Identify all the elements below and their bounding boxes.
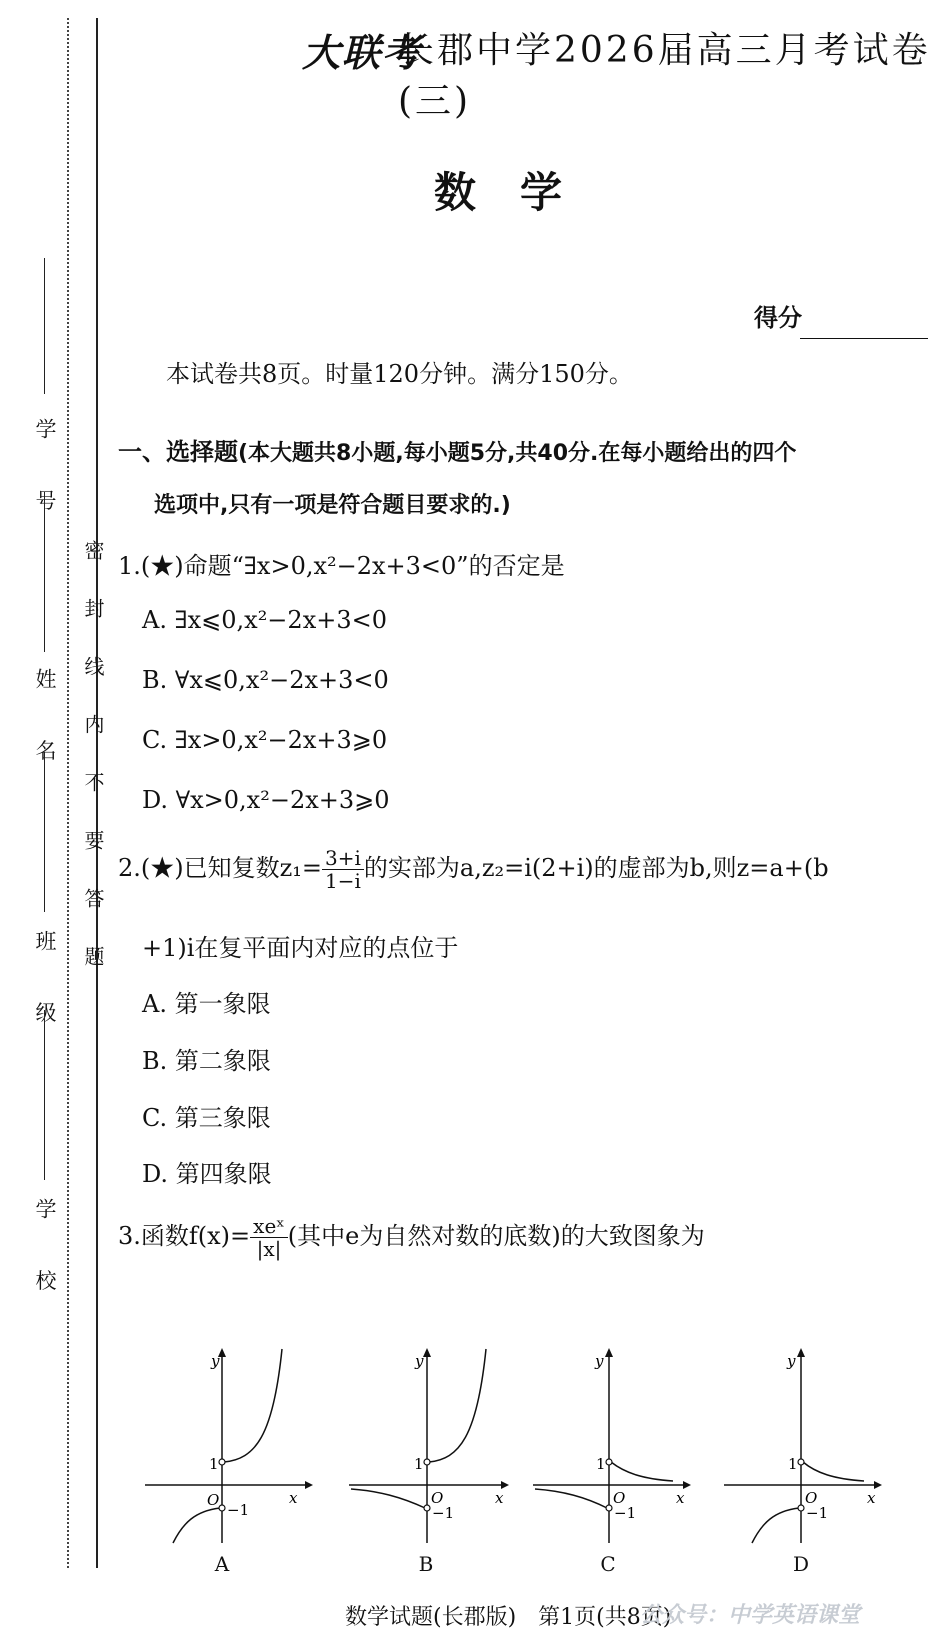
- school-label: 学 校: [33, 1198, 57, 1313]
- question-2-stem: [118, 844, 829, 892]
- name-label: 姓 名: [33, 668, 57, 783]
- open-point-top: [219, 1459, 225, 1465]
- graph-b-label: B: [418, 1552, 434, 1576]
- y-axis-arrow: [797, 1348, 805, 1357]
- curve-left: [535, 1489, 607, 1508]
- q2-text-pre: 已知复数z₁=: [183, 854, 323, 882]
- q2-fraction: [322, 847, 364, 892]
- curve-left: [173, 1508, 220, 1543]
- graph-a[interactable]: [145, 1345, 315, 1545]
- q2-option-d[interactable]: D. 第四象限: [142, 1160, 272, 1188]
- graph-d-label: D: [792, 1552, 810, 1576]
- q1-option-c[interactable]: C. ∃x>0,x²−2x+3⩾0: [142, 726, 388, 754]
- curve-right: [224, 1349, 282, 1462]
- page-footer: 数学试题(长郡版) 第1页(共8页): [345, 1605, 672, 1630]
- tick-1: 1: [414, 1455, 424, 1473]
- graph-b[interactable]: [349, 1345, 519, 1545]
- graph-a-label: A: [214, 1552, 230, 1576]
- y-label: y: [211, 1352, 220, 1370]
- q3-text-post: (其中e为自然对数的底数)的大致图象为: [287, 1222, 705, 1250]
- q3-frac-numerator: xeˣ: [250, 1215, 288, 1238]
- watermark: 公众号：中学英语课堂: [640, 1603, 861, 1628]
- q2-option-a[interactable]: A. 第一象限: [142, 990, 271, 1018]
- origin-label: O: [613, 1489, 626, 1507]
- q2-text-line2: +1)i在复平面内对应的点位于: [142, 934, 459, 962]
- tick-neg-1: −1: [614, 1504, 637, 1522]
- y-label: y: [415, 1352, 424, 1370]
- class-label: 班 级: [33, 930, 57, 1045]
- y-axis-arrow: [423, 1348, 431, 1357]
- origin-label: O: [431, 1489, 444, 1507]
- school-line: [44, 1010, 45, 1180]
- q3-text-pre: 函数f(x)=: [140, 1222, 251, 1250]
- q2-frac-numerator: 3+i: [322, 847, 364, 870]
- q1-option-d[interactable]: D. ∀x>0,x²−2x+3⩾0: [142, 786, 390, 814]
- origin-label: O: [207, 1491, 220, 1509]
- q3-frac-denominator: |x|: [256, 1237, 282, 1261]
- brand-logo: 大联考: [302, 31, 423, 75]
- curve-right: [429, 1349, 486, 1462]
- open-point-bottom: [798, 1505, 804, 1511]
- curve-left: [752, 1508, 799, 1543]
- q1-number: 1.: [118, 552, 141, 580]
- y-label: y: [787, 1352, 796, 1370]
- name-line: [44, 492, 45, 652]
- section-desc-line1: (本大题共8小题,每小题5分,共40分.在每小题给出的四个: [238, 441, 797, 466]
- question-1-stem: [118, 546, 565, 581]
- subject-title: 数学: [433, 168, 606, 217]
- open-point-top: [798, 1459, 804, 1465]
- tick-1: 1: [596, 1455, 606, 1473]
- curve-left: [351, 1489, 425, 1508]
- q1-option-a[interactable]: A. ∃x⩽0,x²−2x+3<0: [142, 606, 387, 634]
- y-axis-arrow: [605, 1348, 613, 1357]
- question-3-stem: [118, 1212, 705, 1260]
- x-axis-arrow: [305, 1481, 313, 1489]
- x-axis-arrow: [683, 1481, 691, 1489]
- open-point-top: [424, 1459, 430, 1465]
- open-point-bottom: [606, 1505, 612, 1511]
- exam-intro: 本试卷共8页。时量120分钟。满分150分。: [166, 360, 633, 388]
- tick-neg-1: −1: [806, 1504, 829, 1522]
- tick-1: 1: [209, 1455, 219, 1473]
- section-desc-line2: 选项中,只有一项是符合题目要求的.): [154, 493, 511, 518]
- tick-1: 1: [788, 1455, 798, 1473]
- class-line: [44, 752, 45, 912]
- student-no-line: [44, 258, 45, 394]
- q1-star: (★): [140, 552, 184, 580]
- q1-text: 命题“∃x>0,x²−2x+3<0”的否定是: [183, 552, 565, 580]
- open-point-top: [606, 1459, 612, 1465]
- q2-option-b[interactable]: B. 第二象限: [142, 1047, 271, 1075]
- x-axis-arrow: [501, 1481, 509, 1489]
- origin-label: O: [805, 1489, 818, 1507]
- graph-d[interactable]: [724, 1345, 894, 1545]
- open-point-bottom: [424, 1505, 430, 1511]
- score-blank: [800, 338, 928, 339]
- section-heading-line: [118, 432, 796, 467]
- curve-right: [611, 1462, 673, 1481]
- tick-neg-1: −1: [432, 1504, 455, 1522]
- graph-c-label: C: [600, 1552, 616, 1576]
- x-label: x: [495, 1489, 504, 1507]
- x-axis-arrow: [874, 1481, 882, 1489]
- section-title: 一、选择题: [118, 438, 238, 466]
- exam-title: 长郡中学2026届高三月考试卷(三): [398, 30, 931, 122]
- q2-option-c[interactable]: C. 第三象限: [142, 1104, 271, 1132]
- student-no-label: 学 号: [33, 418, 57, 533]
- x-label: x: [676, 1489, 685, 1507]
- open-point-bottom: [219, 1505, 225, 1511]
- x-label: x: [289, 1489, 298, 1507]
- q1-option-b[interactable]: B. ∀x⩽0,x²−2x+3<0: [142, 666, 389, 694]
- q2-text-post: 的实部为a,z₂=i(2+i)的虚部为b,则z=a+(b: [363, 854, 829, 882]
- q2-star: (★): [140, 854, 184, 882]
- q2-frac-denominator: 1−i: [325, 869, 361, 893]
- score-label: 得分: [754, 304, 802, 332]
- seal-warning: 密封线内不要答题: [81, 540, 105, 1004]
- x-label: x: [867, 1489, 876, 1507]
- graph-c[interactable]: [533, 1345, 703, 1545]
- q2-number: 2.: [118, 854, 141, 882]
- q3-number: 3.: [118, 1222, 141, 1250]
- curve-right: [803, 1462, 864, 1481]
- y-label: y: [595, 1352, 604, 1370]
- tick-neg-1: −1: [227, 1501, 250, 1519]
- q3-fraction: [250, 1215, 288, 1260]
